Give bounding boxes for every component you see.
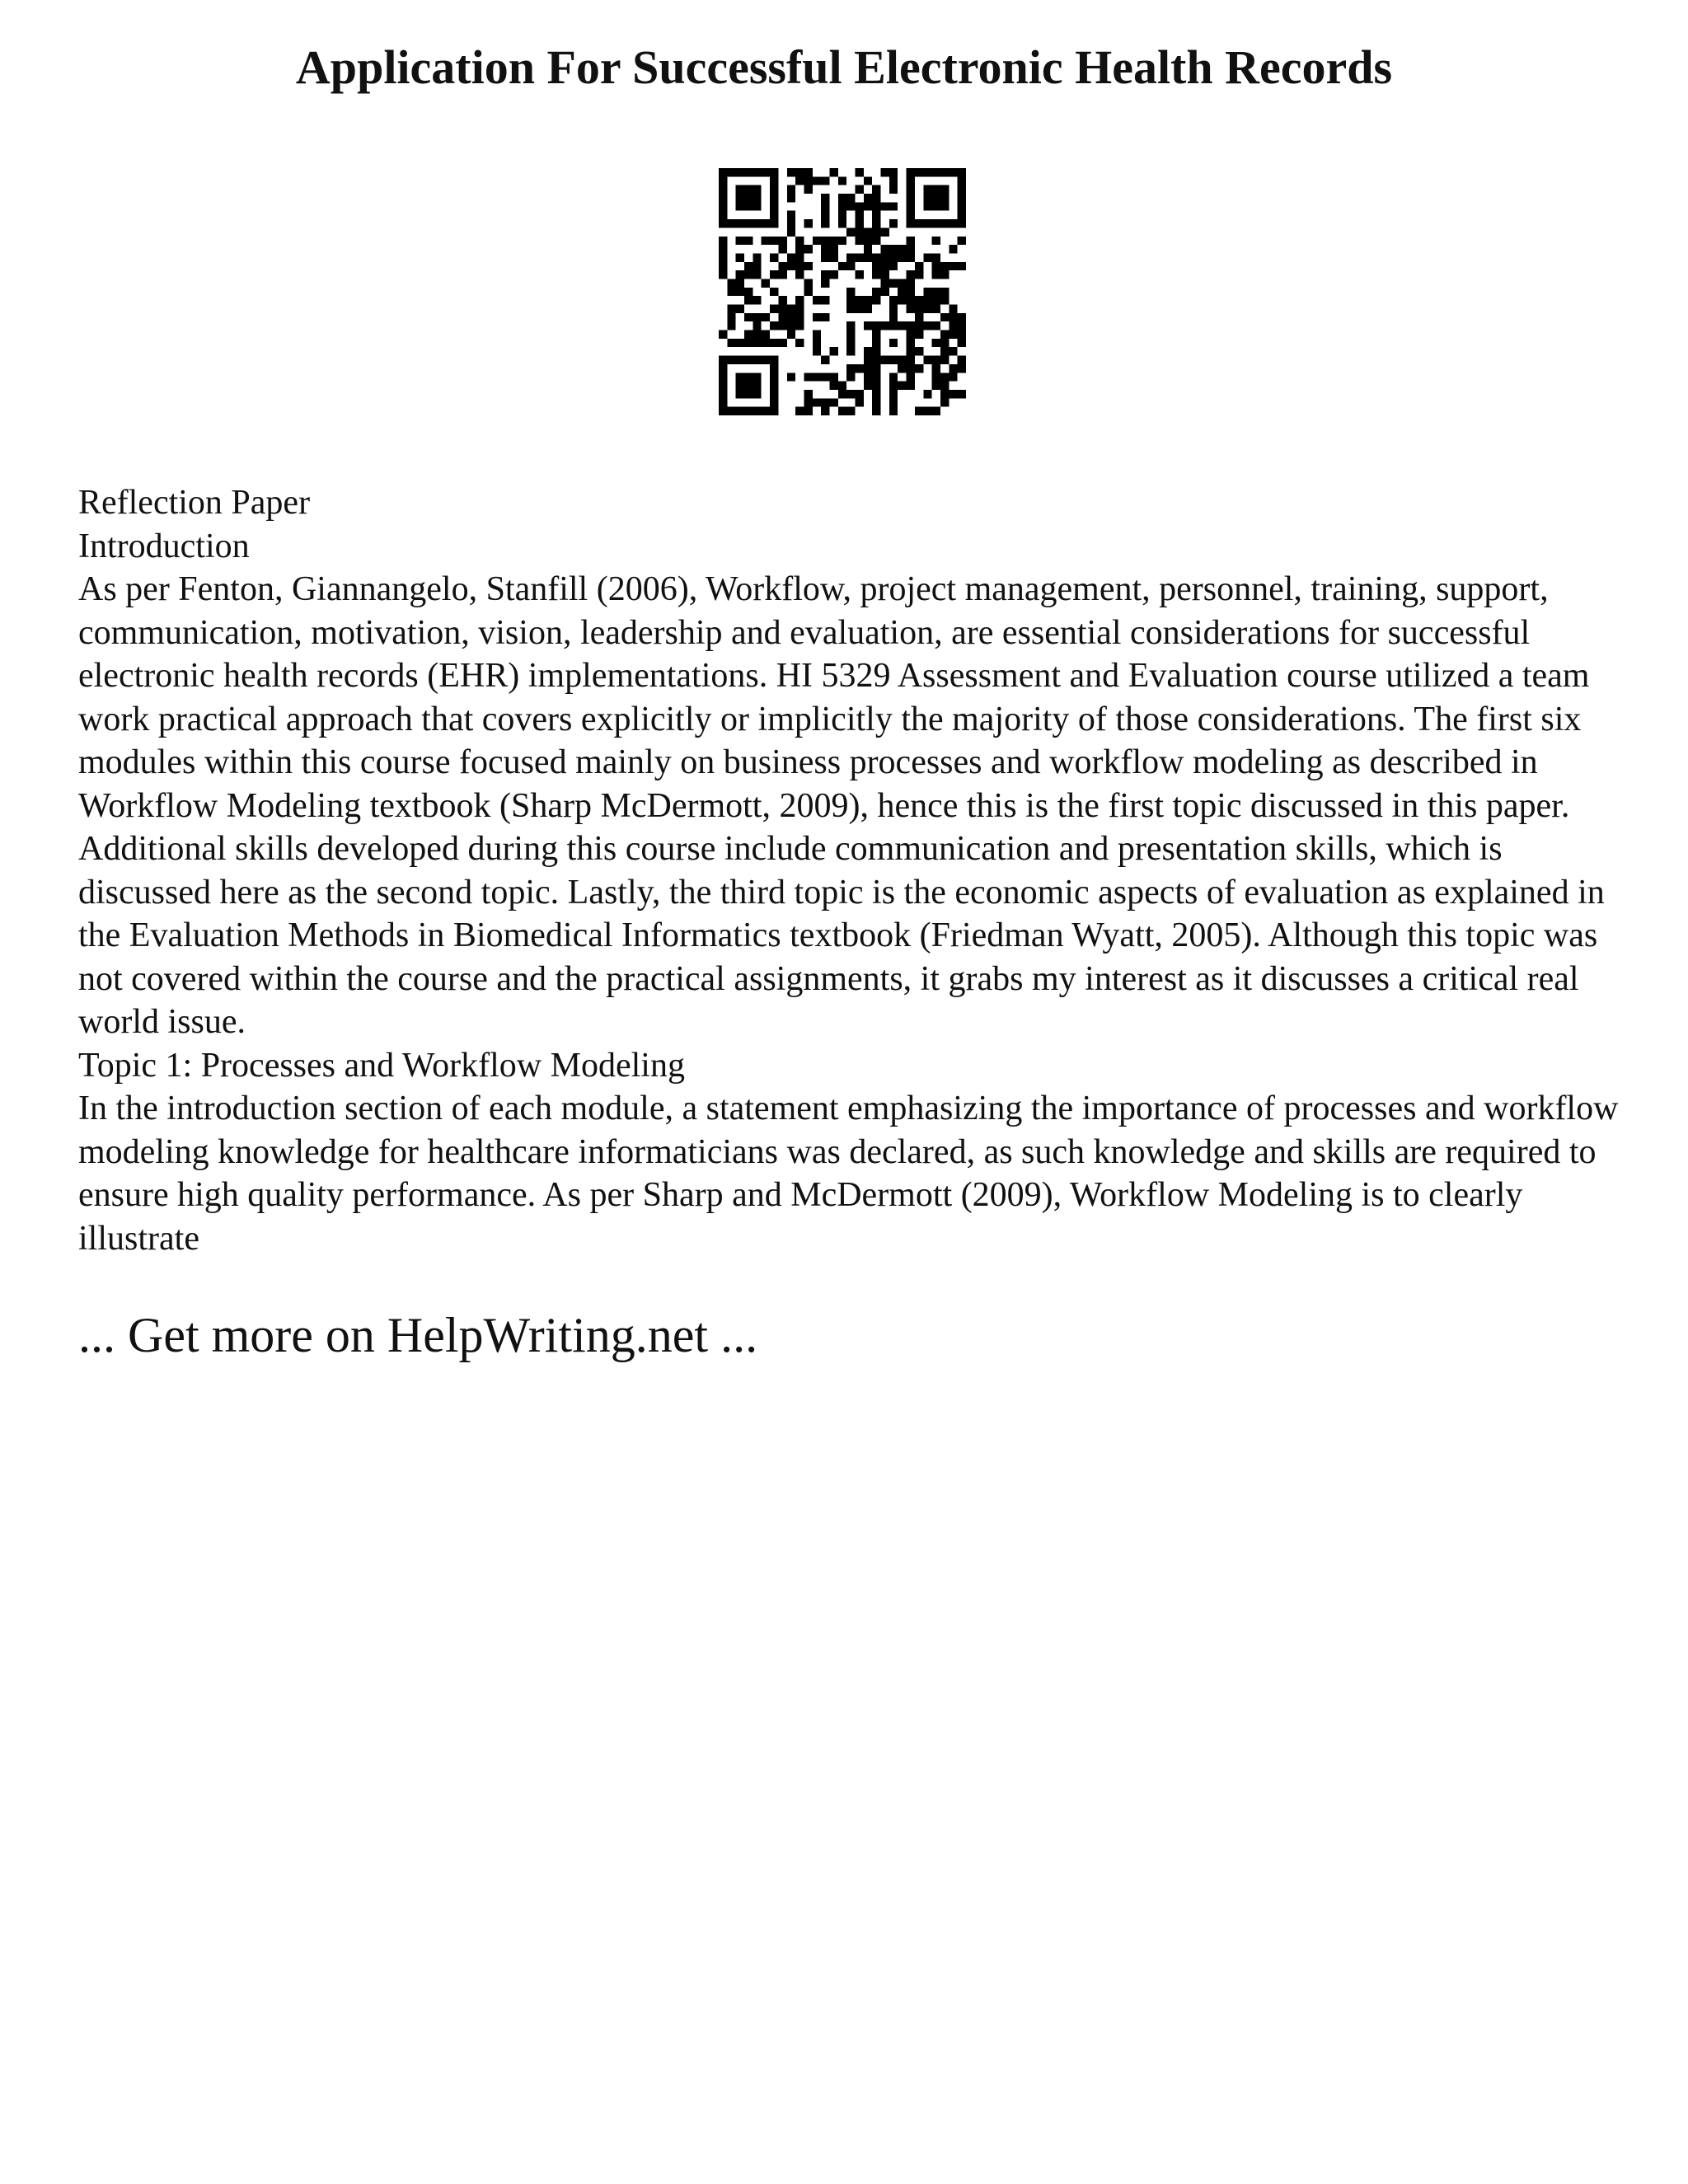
get-more-link[interactable]: ... Get more on HelpWriting.net ... [78, 1308, 758, 1362]
qr-code-icon [719, 168, 966, 415]
heading-introduction: Introduction [78, 527, 250, 565]
heading-topic-1: Topic 1: Processes and Workflow Modeling [78, 1046, 685, 1085]
paragraph-introduction: As per Fenton, Giannangelo, Stanfill (2006), Workflow, project management, personnel, training, support, communication, motivation, vision, leadership and evaluation, are essential considerations for successful electronic health records (EHR) implementations. HI 5329 Assessment and Evaluation course utilized a team work practical approach that covers explicitly or implicitly the majority of those considerations. The first six modules within this course focused mainly on business processes and workflow modeling as described in Workflow Modeling textbook (Sharp McDermott, 2009), hence this is the first topic discussed in this paper. Additional skills developed during this course include communication and presentation skills, which is discussed here as the second topic. Lastly, the third topic is the economic aspects of evaluation as explained in the Evaluation Methods in Biomedical Informatics textbook (Friedman Wyatt, 2005). Although this topic was not covered within the course and the practical assignments, it grabs my interest as it discusses a critical real world issue. [78, 570, 1605, 1041]
document-body [78, 481, 1628, 1260]
paragraph-topic-1: In the introduction section of each module, a statement emphasizing the importance of processes and workflow modeling knowledge for healthcare informaticians was declared, as such knowledge and skills are required to ensure high quality performance. As per Sharp and McDermott (2009), Workflow Modeling is to clearly illustrate [78, 1090, 1619, 1258]
document-title: Application For Successful Electronic Health Records [295, 40, 1393, 94]
section-label-reflection: Reflection Paper [78, 484, 311, 522]
